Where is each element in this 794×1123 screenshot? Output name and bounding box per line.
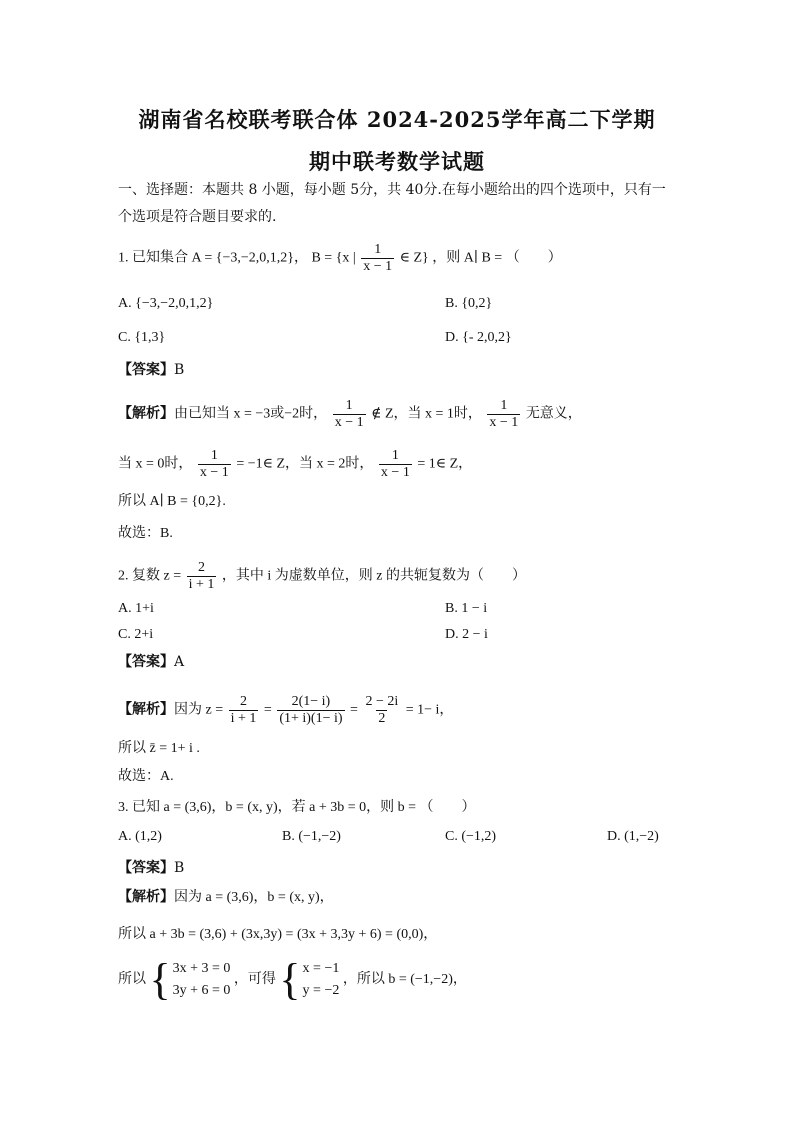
q1-analysis-text: = −1∈ Z，当 x = 2时， bbox=[236, 456, 374, 472]
q1-analysis-line2 bbox=[118, 448, 472, 481]
q1-set-a: A = {−3,−2,0,1,2} bbox=[191, 250, 294, 266]
q3-analysis-text: ，可得 bbox=[233, 972, 276, 988]
q3-analysis-line3 bbox=[118, 955, 467, 1004]
fraction-num: 2 bbox=[240, 694, 247, 709]
fraction-den: x − 1 bbox=[380, 465, 410, 480]
fraction-den: x − 1 bbox=[334, 415, 364, 430]
fraction-num: 2 bbox=[198, 560, 205, 575]
q2-fraction bbox=[187, 560, 217, 593]
q3-analysis-text: ，所以 b = (−1,−2)， bbox=[342, 972, 467, 988]
q2-lead: 2. 复数 z = bbox=[118, 568, 182, 584]
q1-analysis-text: 当 x = 0时， bbox=[118, 456, 193, 472]
q2-option-a: A. 1+i bbox=[118, 601, 154, 616]
q1-comma: ， bbox=[293, 250, 308, 266]
q3-analysis-text: 所以 bbox=[118, 972, 146, 988]
q1-fraction-den: x − 1 bbox=[363, 259, 393, 274]
q1-option-c: C. {1,3} bbox=[118, 330, 166, 345]
fraction-num: 1 bbox=[210, 448, 218, 463]
q2-analysis-label: 【解析】 bbox=[118, 702, 174, 718]
fraction-den: (1+ i)(1− i) bbox=[279, 711, 343, 726]
fraction-num: 1 bbox=[345, 398, 353, 413]
fraction-den: i + 1 bbox=[188, 577, 215, 592]
q1-analysis-line1 bbox=[118, 398, 582, 431]
section-intro-line1: 一、选择题：本题共 8 小题，每小题 5分，共 40分.在每小题给出的四个选项中，只有一 bbox=[118, 182, 666, 198]
document-title-line1: 湖南省名校联考联合体 2024-2025学年高二下学期 bbox=[138, 107, 656, 132]
left-brace-icon: { bbox=[149, 955, 171, 1004]
q3-analysis-line1 bbox=[118, 888, 334, 908]
q2-option-c: C. 2+i bbox=[118, 627, 154, 642]
q1-analysis-text: 无意义， bbox=[525, 406, 582, 422]
q3-option-a: A. (1,2) bbox=[118, 829, 162, 844]
q3-option-c: C. (−1,2) bbox=[445, 829, 497, 844]
equals-sign: = bbox=[263, 702, 272, 718]
q1-analysis-fraction bbox=[198, 448, 231, 481]
section-intro-line2: 个选项是符合题目要求的. bbox=[118, 209, 277, 225]
q2-option-d: D. 2 − i bbox=[445, 627, 488, 642]
q2-analysis-text: 因为 z = bbox=[174, 702, 224, 718]
equation-system-1 bbox=[149, 955, 231, 1004]
question-3-stem: 3. 已知 a = (3,6)，b = (x, y)，若 a + 3b = 0，则 b = （ ） bbox=[118, 800, 476, 815]
equals-sign: = bbox=[350, 702, 358, 718]
q1-fraction bbox=[361, 242, 394, 275]
q2-analysis-fraction bbox=[363, 694, 400, 727]
q3-option-b: B. (−1,−2) bbox=[282, 829, 341, 844]
q2-analysis-line1 bbox=[118, 694, 453, 727]
q1-option-a: A. {−3,−2,0,1,2} bbox=[118, 296, 214, 311]
q2-analysis-fraction bbox=[277, 694, 344, 727]
q1-answer bbox=[118, 360, 184, 380]
document-title-line2: 期中联考数学试题 bbox=[309, 149, 485, 174]
q3-answer bbox=[118, 858, 184, 878]
fraction-den: x − 1 bbox=[489, 415, 519, 430]
q1-option-d: D. {- 2,0,2} bbox=[445, 330, 512, 345]
fraction-num: 2 − 2i bbox=[365, 694, 399, 709]
question-2-stem bbox=[118, 560, 526, 593]
q1-analysis-line4: 故选：B. bbox=[118, 526, 173, 541]
q1-tail: ，则 A∣ B = （ ） bbox=[432, 250, 562, 266]
q3-answer-label: 【答案】 bbox=[118, 860, 174, 876]
q1-analysis-text: ∉ Z，当 x = 1时， bbox=[371, 406, 482, 422]
left-brace-icon: { bbox=[279, 955, 301, 1004]
q1-analysis-text: 由已知当 x = −3或−2时， bbox=[174, 406, 328, 422]
q2-tail: ，其中 i 为虚数单位，则 z 的共轭复数为（ ） bbox=[221, 568, 527, 584]
fraction-den: i + 1 bbox=[230, 711, 257, 726]
fraction-num: 1 bbox=[391, 448, 399, 463]
q1-set-b-right: ∈ Z} bbox=[399, 250, 429, 266]
q2-answer bbox=[118, 652, 184, 672]
q1-answer-value: B bbox=[174, 362, 185, 378]
fraction-den: x − 1 bbox=[199, 465, 229, 480]
q1-lead: 1. 已知集合 bbox=[118, 250, 188, 266]
q1-analysis-fraction bbox=[333, 398, 366, 431]
q1-option-b: B. {0,2} bbox=[445, 296, 493, 311]
q1-analysis-fraction bbox=[487, 398, 520, 431]
fraction-num: 2(1− i) bbox=[291, 694, 331, 709]
q2-analysis-text: = 1− i， bbox=[405, 702, 454, 718]
system-row: x = −1 bbox=[302, 961, 340, 976]
q1-analysis-fraction bbox=[379, 448, 412, 481]
q1-analysis-text: = 1∈ Z， bbox=[417, 456, 473, 472]
q1-answer-label: 【答案】 bbox=[118, 362, 174, 378]
q2-answer-label: 【答案】 bbox=[118, 654, 174, 670]
q1-fraction-num: 1 bbox=[374, 242, 382, 257]
q1-set-b-left: B = {x | bbox=[311, 250, 356, 266]
q2-option-b: B. 1 − i bbox=[445, 601, 488, 616]
q3-analysis-label: 【解析】 bbox=[118, 890, 174, 905]
system-row: 3y + 6 = 0 bbox=[172, 983, 231, 998]
question-1-stem bbox=[118, 242, 562, 275]
system-row: y = −2 bbox=[302, 983, 340, 998]
q3-option-d: D. (1,−2) bbox=[607, 829, 659, 844]
q2-analysis-line3: 故选：A. bbox=[118, 769, 174, 784]
q1-analysis-line3: 所以 A∣ B = {0,2}. bbox=[118, 494, 226, 509]
system-row: 3x + 3 = 0 bbox=[172, 961, 231, 976]
q3-analysis-text: 因为 a = (3,6)，b = (x, y)， bbox=[174, 890, 334, 905]
q2-analysis-fraction bbox=[229, 694, 259, 727]
q3-analysis-line2: 所以 a + 3b = (3,6) + (3x,3y) = (3x + 3,3y + 6) = (0,0)， bbox=[118, 927, 438, 942]
q3-answer-value: B bbox=[174, 860, 185, 876]
equation-system-2 bbox=[279, 955, 340, 1004]
q1-analysis-label: 【解析】 bbox=[118, 406, 174, 422]
fraction-num: 1 bbox=[500, 398, 508, 413]
fraction-den: 2 bbox=[378, 711, 386, 726]
q2-answer-value: A bbox=[174, 654, 185, 670]
q2-analysis-line2: 所以 z̄ = 1+ i . bbox=[118, 741, 200, 756]
